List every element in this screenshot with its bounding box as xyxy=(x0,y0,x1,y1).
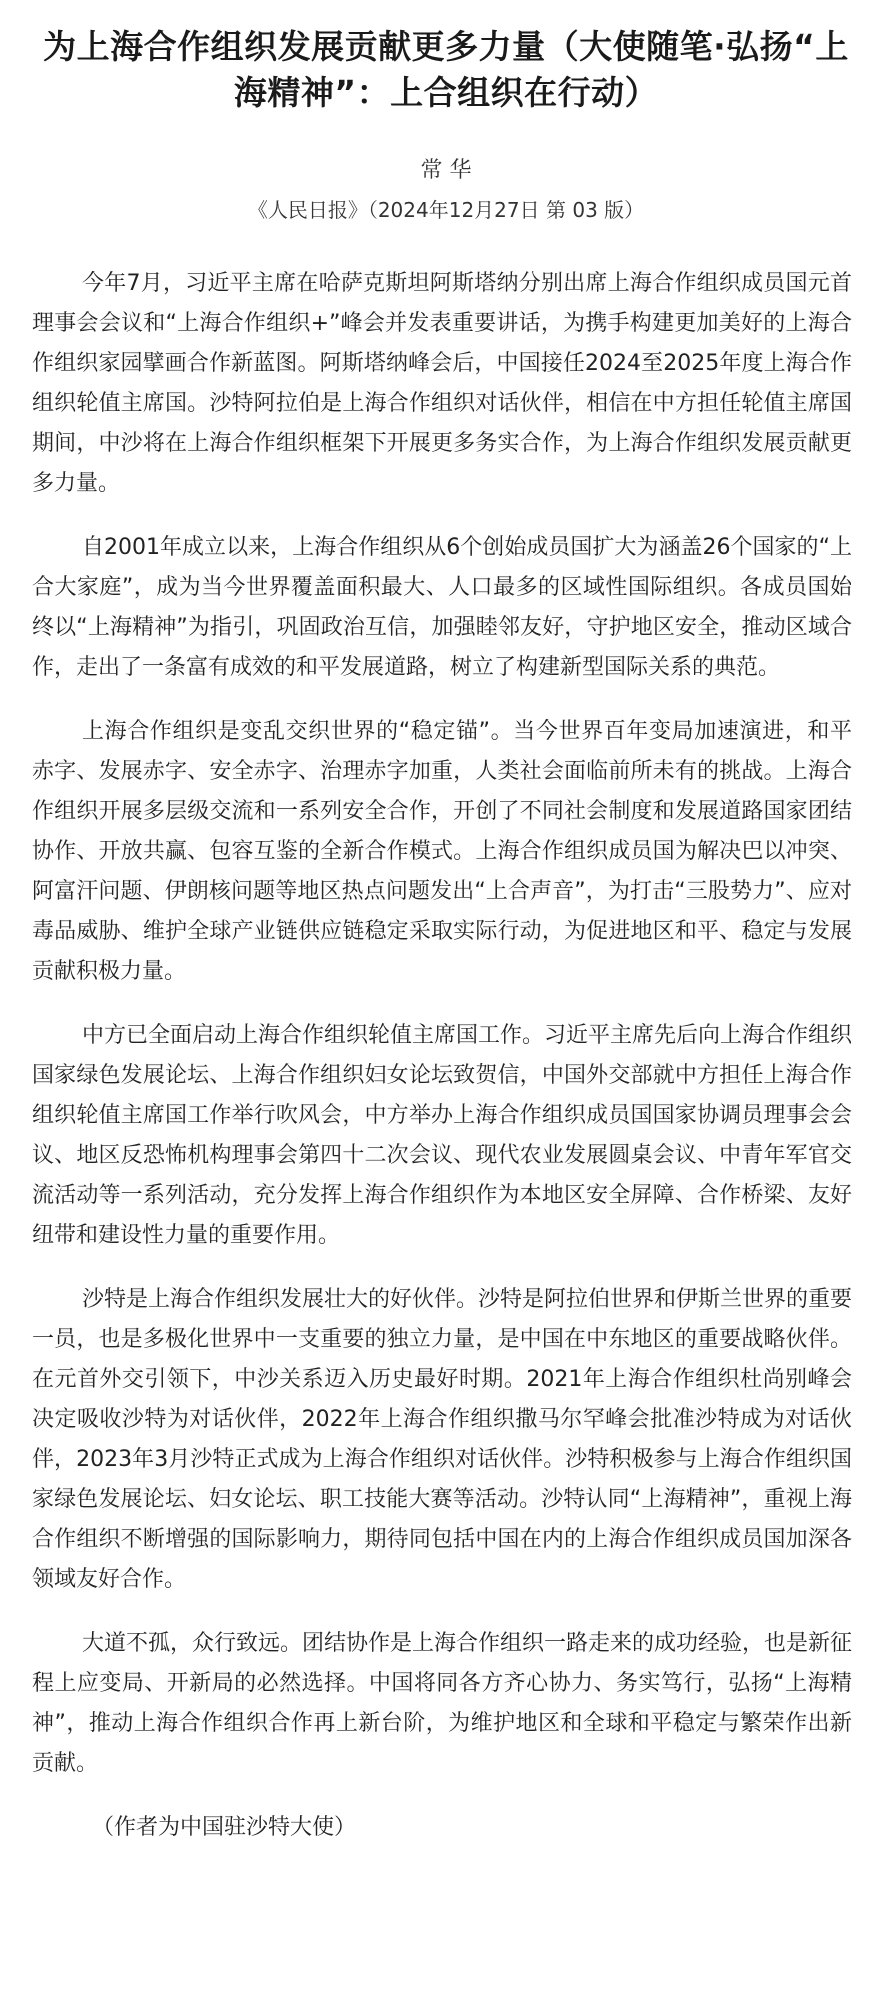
paragraph-2: 自2001年成立以来，上海合作组织从6个创始成员国扩大为涵盖26个国家的“上合大家庭”，成为当今世界覆盖面积最大、人口最多的区域性国际组织。各成员国始终以“上海精神”为指引，巩固政治互信，加强睦邻友好，守护地区安全，推动区域合作，走出了一条富有成效的和平发展道路，树立了构建新型国际关系的典范。 xyxy=(32,535,852,680)
article-body xyxy=(32,264,852,1848)
paragraph-1: 今年7月，习近平主席在哈萨克斯坦阿斯塔纳分别出席上海合作组织成员国元首理事会会议和“上海合作组织+”峰会并发表重要讲话，为携手构建更加美好的上海合作组织家园擘画合作新蓝图。阿斯塔纳峰会后，中国接任2024至2025年度上海合作组织轮值主席国。沙特阿拉伯是上海合作组织对话伙伴，相信在中方担任轮值主席国期间，中沙将在上海合作组织框架下开展更多务实合作，为上海合作组织发展贡献更多力量。 xyxy=(32,271,852,496)
paragraph-4: 中方已全面启动上海合作组织轮值主席国工作。习近平主席先后向上海合作组织国家绿色发展论坛、上海合作组织妇女论坛致贺信，中国外交部就中方担任上海合作组织轮值主席国工作举行吹风会，中方举办上海合作组织成员国国家协调员理事会会议、地区反恐怖机构理事会第四十二次会议、现代农业发展圆桌会议、中青年军官交流活动等一系列活动，充分发挥上海合作组织作为本地区安全屏障、合作桥梁、友好纽带和建设性力量的重要作用。 xyxy=(32,1023,853,1248)
paragraph-6: 大道不孤，众行致远。团结协作是上海合作组织一路走来的成功经验，也是新征程上应变局、开新局的必然选择。中国将同各方齐心协力、务实笃行，弘扬“上海精神”，推动上海合作组织合作再上新台阶，为维护地区和全球和平稳定与繁荣作出新贡献。 xyxy=(32,1631,853,1776)
author-signature: （作者为中国驻沙特大使） xyxy=(92,1815,357,1840)
author-name: 常 华 xyxy=(420,158,472,183)
paragraph-3: 上海合作组织是变乱交织世界的“稳定锚”。当今世界百年变局加速演进，和平赤字、发展赤字、安全赤字、治理赤字加重，人类社会面临前所未有的挑战。上海合作组织开展多层级交流和一系列安全合作，开创了不同社会制度和发展道路国家团结协作、开放共赢、包容互鉴的全新合作模式。上海合作组织成员国为解决巴以冲突、阿富汗问题、伊朗核问题等地区热点问题发出“上合声音”，为打击“三股势力”、应对毒品威胁、维护全球产业链供应链稳定采取实际行动，为促进地区和平、稳定与发展贡献积极力量。 xyxy=(32,719,852,984)
paragraph-5: 沙特是上海合作组织发展壮大的好伙伴。沙特是阿拉伯世界和伊斯兰世界的重要一员，也是多极化世界中一支重要的独立力量，是中国在中东地区的重要战略伙伴。在元首外交引领下，中沙关系迈入历史最好时期。2021年上海合作组织杜尚别峰会决定吸收沙特为对话伙伴，2022年上海合作组织撒马尔罕峰会批准沙特成为对话伙伴，2023年3月沙特正式成为上海合作组织对话伙伴。沙特积极参与上海合作组织国家绿色发展论坛、妇女论坛、职工技能大赛等活动。沙特认同“上海精神”，重视上海合作组织不断增强的国际影响力，期待同包括中国在内的上海合作组织成员国加深各领域友好合作。 xyxy=(32,1287,853,1592)
source-line: 《人民日报》（2024年12月27日 第 03 版） xyxy=(247,198,645,222)
article-title: 为上海合作组织发展贡献更多力量（大使随笔·弘扬“上海精神”：上合组织在行动） xyxy=(43,27,849,112)
